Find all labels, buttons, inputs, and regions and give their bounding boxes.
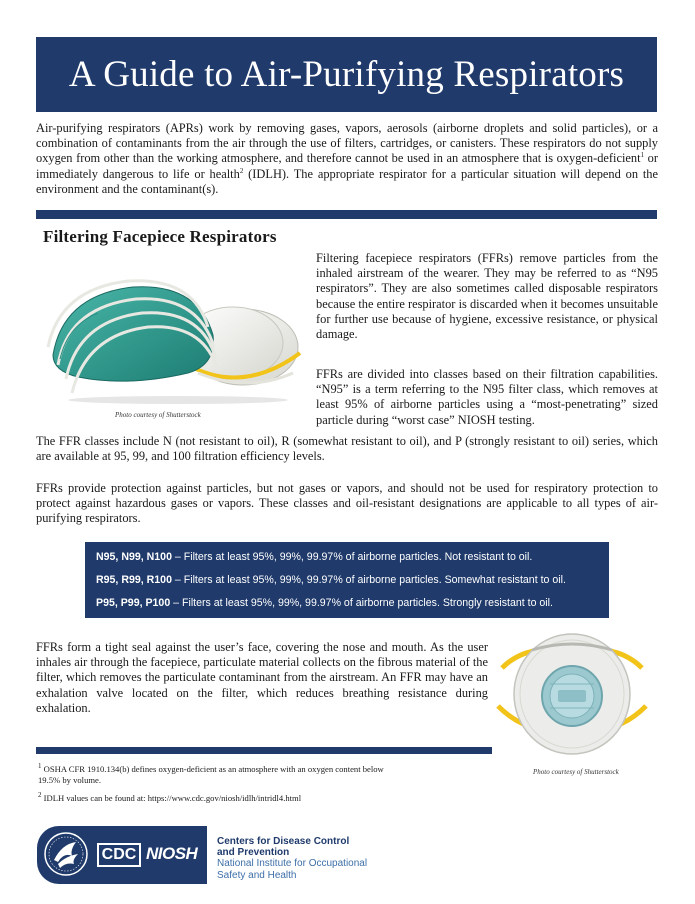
filter-class-label: R95, R99, R100 [96,574,172,586]
footnote-1 [38,764,398,787]
hhs-seal-icon [42,830,90,878]
filter-class-description: – Filters at least 95%, 99%, 99.97% of airborne particles. Not resistant to oil. [171,551,533,563]
filter-class-label: N95, N99, N100 [96,551,172,563]
title-banner [36,37,657,112]
agency-name [217,836,367,881]
photo-credit: Photo courtesy of Shutterstock [533,768,619,776]
footnote-divider [36,747,492,754]
section-heading: Filtering Facepiece Respirators [43,227,277,246]
filter-classes-box [85,542,609,618]
footnote-mark: 1 [38,762,42,771]
filter-class-label: P95, P99, P100 [96,597,171,609]
stacked-masks-photo [38,255,308,405]
ffr-intro-paragraph: Filtering facepiece respirators (FFRs) remove particles from the inhaled airstream of the wearer. They may be referred to as “N95 respirators”. They are also sometimes called disposable respirators because the entire respirator is discarded when it becomes unsuitable for further use because of hygiene, excessive resistance, or physical damage. [316,251,658,342]
valved-mask-photo [492,628,652,758]
section-divider [36,210,657,219]
ffr-seal-paragraph: FFRs form a tight seal against the user’s face, covering the nose and mouth. As the user inhales air through the facepiece, particulate material collects on the fibrous material of the filter, which removes the particulate contaminant from the airstream. An FFR may have an exhalation valve located on the filter, which reduces breathing resistance during exhalation. [36,640,488,715]
filter-class-description: – Filters at least 95%, 99%, 99.97% of airborne particles. Strongly resistant to oil. [170,597,553,609]
footnote-text: IDLH values can be found at: https://www.cdc.gov/niosh/idlh/intridl4.html [41,792,302,803]
ffr-protection-paragraph: FFRs provide protection against particles, but not gases or vapors, and should not be used for respiratory protection to protect against hazardous gases or vapors. These classes and oil-resistant designations are applicable to all types of air-purifying respirators. [36,481,658,526]
footnote-ref-1: 1 [640,151,645,160]
footnotes [38,764,398,810]
intro-paragraph [36,121,658,197]
filter-row-r [96,569,601,592]
footnote-text: OSHA CFR 1910.134(b) defines oxygen-deficient as an atmosphere with an oxygen content below 19.5% by volume. [38,764,384,786]
agency-line: National Institute for Occupational [217,858,368,870]
agency-line: and Prevention [217,847,290,859]
filter-row-n [96,546,601,569]
filter-row-p [96,592,601,615]
footnote-2 [38,790,398,804]
footnote-ref-2: 2 [239,166,244,175]
ffr-series-paragraph: The FFR classes include N (not resistant to oil), R (somewhat resistant to oil), and P (strongly resistant to oil) series, which are available at 95, 99, and 100 filtration efficiency levels. [36,434,658,464]
niosh-logo: NIOSH [146,844,198,863]
intro-text-1: Air-purifying respirators (APRs) work by removing gases, vapors, aerosols (airborne droplets and solid particles), or a combination of contaminants from the air through the use of filters, cartridges, or canisters. These respirators do not supply oxygen from other than the working atmosphere, and therefore cannot be used in an atmosphere that is oxygen-deficient [36,121,658,166]
page-title: A Guide to Air-Purifying Respirators [68,54,625,95]
footnote-mark: 2 [38,790,42,799]
intro-text-2: or immediately dangerous to life or health [36,151,659,181]
cdc-logo: CDC [97,843,141,867]
photo-credit: Photo courtesy of Shutterstock [115,411,201,419]
agency-line: Centers for Disease Control [217,836,350,847]
ffr-classes-paragraph: FFRs are divided into classes based on their filtration capabilities. “N95” is a term referring to the N95 filter class, which removes at least 95% of airborne particles using a “most-penetrating” sized particle during “worst case” NIOSH testing. [316,367,658,427]
agency-line: Safety and Health [217,869,297,881]
filter-class-description: – Filters at least 95%, 99%, 99.97% of airborne particles. Somewhat resistant to oil. [171,574,566,586]
intro-text-3: (IDLH). The appropriate respirator for a particular situation will depend on the environment and the contaminant(s). [36,166,658,196]
